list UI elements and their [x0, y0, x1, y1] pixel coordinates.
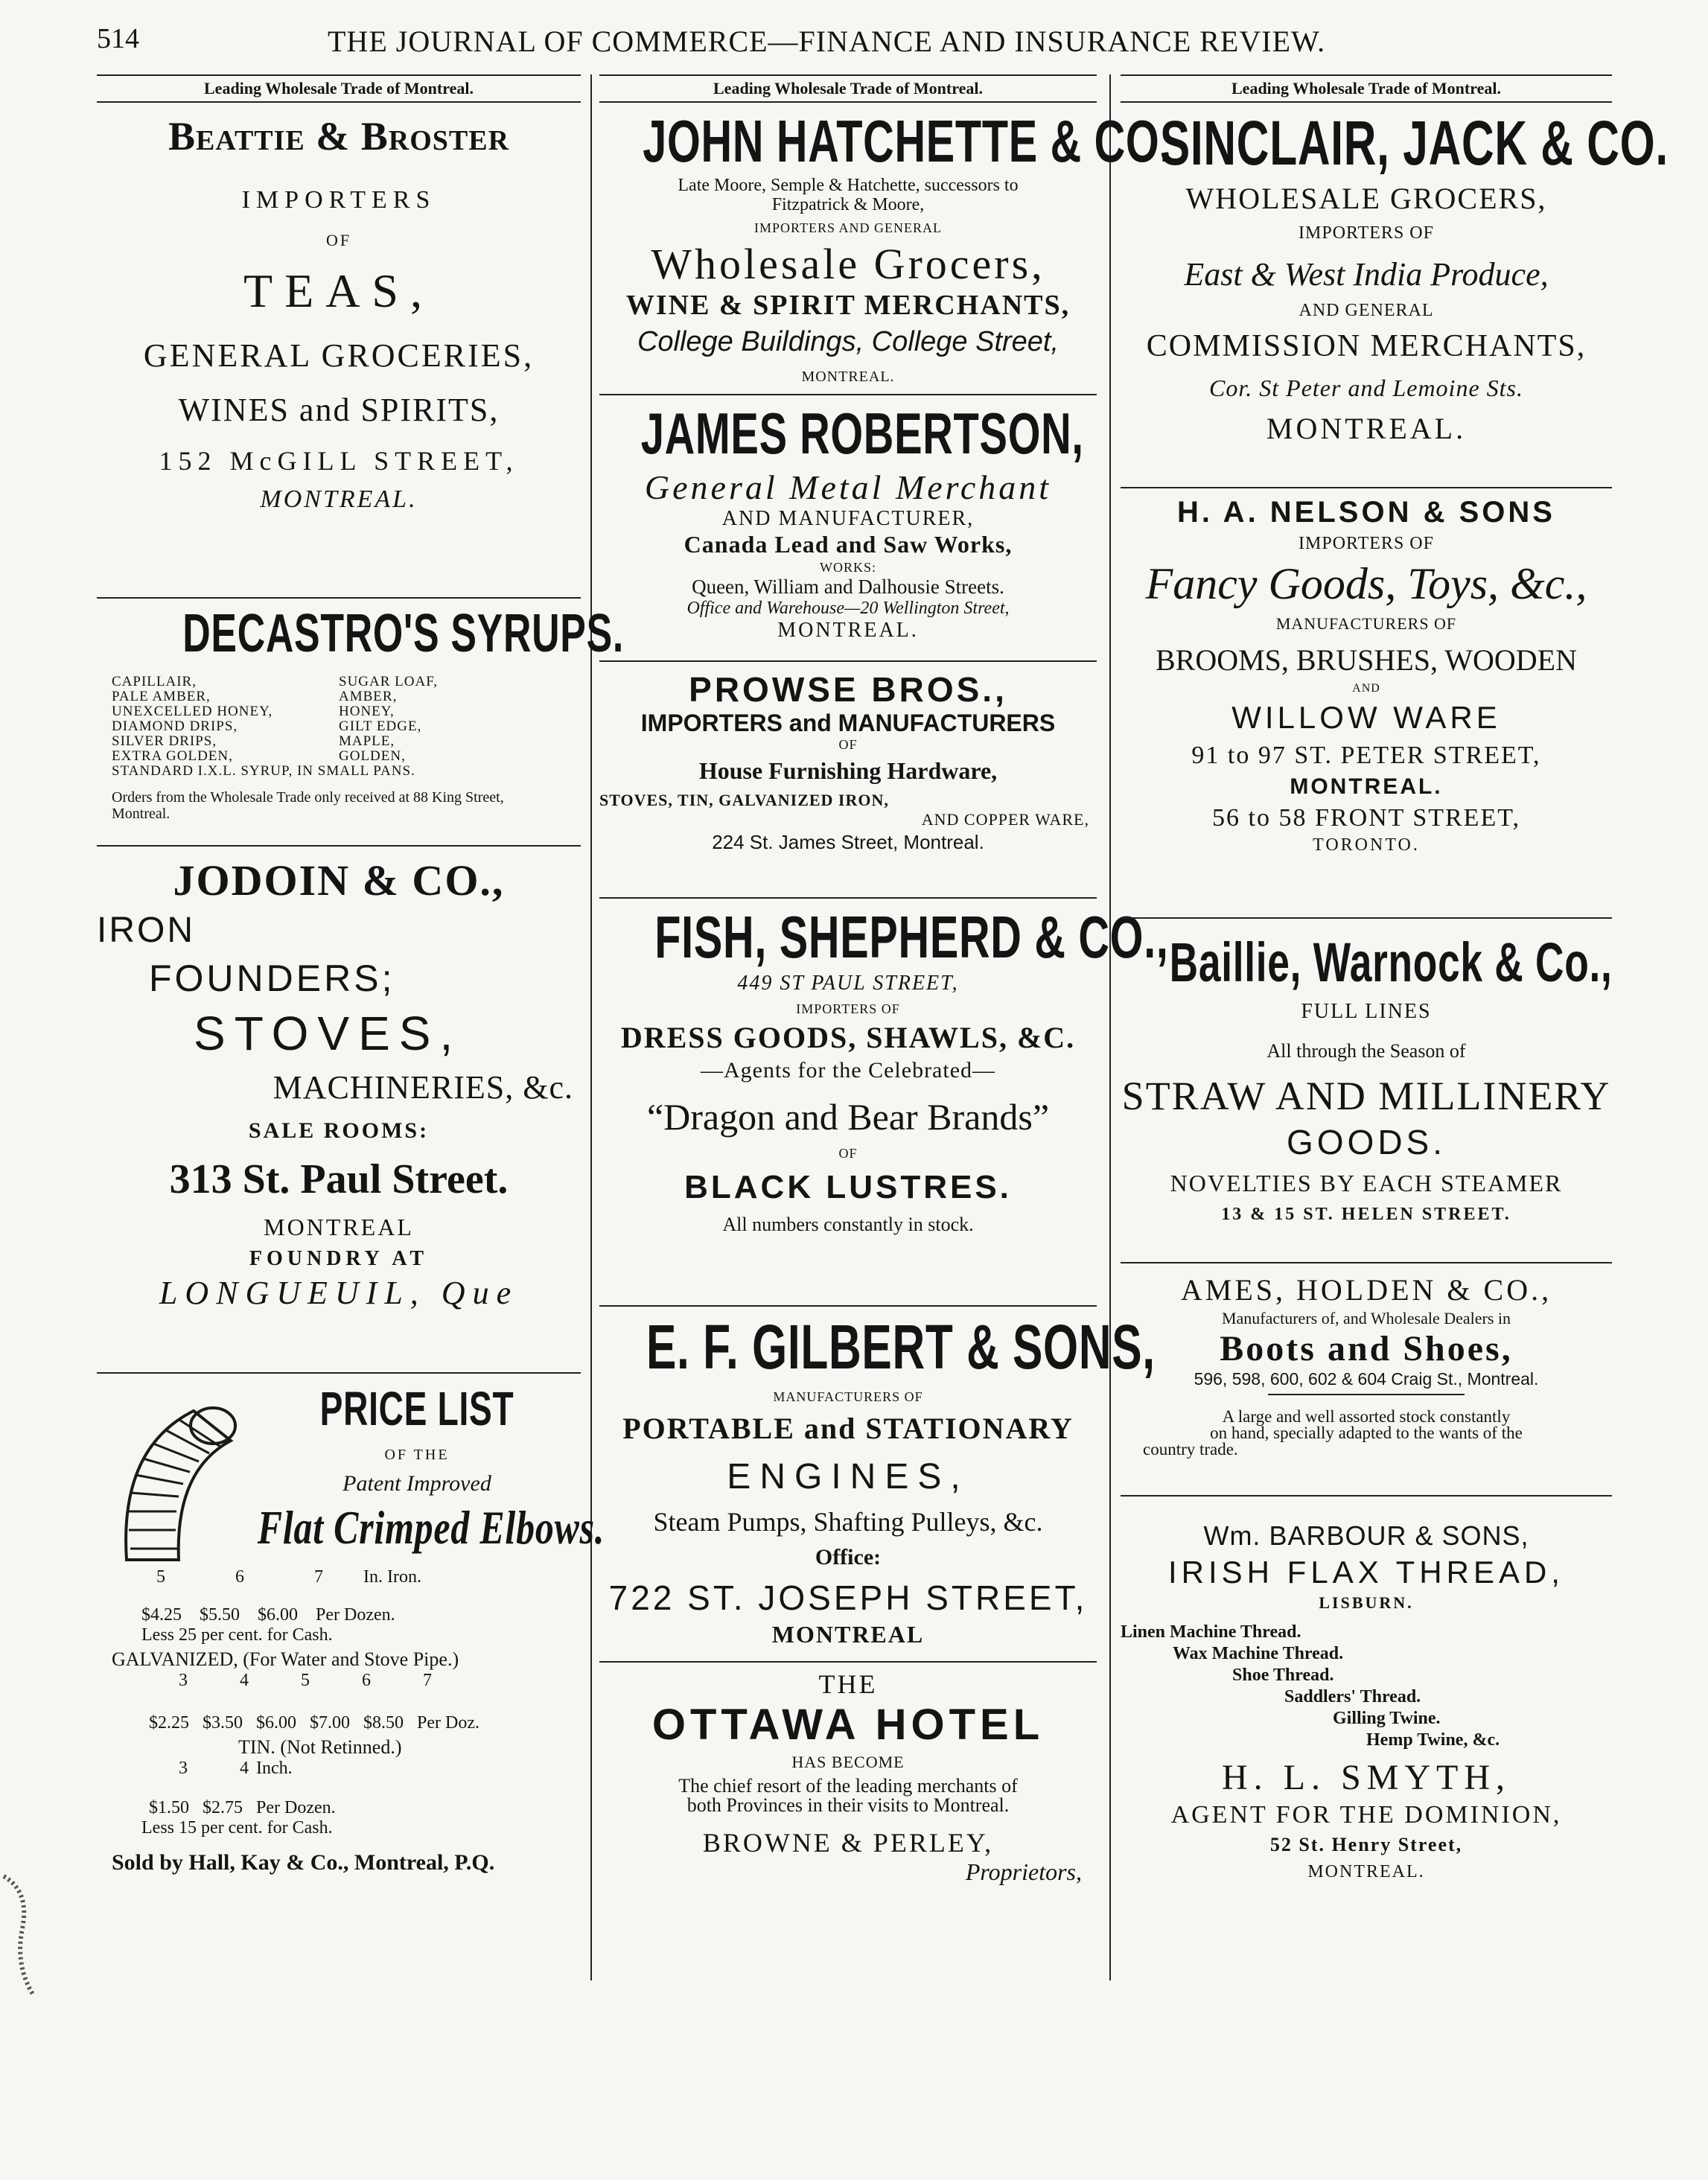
- ad-decastro-syrups: [97, 599, 625, 847]
- ad-line: 224 St. James Street, Montreal.: [712, 831, 984, 853]
- ad-line: 596, 598, 600, 602 & 604 Craig St., Montreal.: [1194, 1369, 1539, 1389]
- column-heading: Leading Wholesale Trade of Montreal.: [97, 74, 581, 103]
- ad-line: PORTABLE and STATIONARY: [622, 1412, 1074, 1445]
- price-cell: $4.25: [141, 1605, 182, 1625]
- ad-line: 152 McGILL STREET,: [159, 446, 519, 476]
- tin-label: TIN. (Not Retinned.): [238, 1736, 402, 1758]
- ad-line: AND COPPER WARE,: [921, 810, 1089, 829]
- ad-line: SALE ROOMS:: [248, 1118, 430, 1143]
- price-cell: $7.00: [310, 1713, 350, 1733]
- ad-ottawa-hotel: [599, 1663, 1097, 1928]
- firm-name: H. A. NELSON & SONS: [1177, 496, 1555, 529]
- ad-line: country trade.: [1143, 1440, 1238, 1459]
- firm-name: Beattie & Broster: [168, 114, 510, 159]
- ad-line: College Buildings, College Street,: [637, 326, 1059, 357]
- ad-line: 52 St. Henry Street,: [1269, 1834, 1463, 1855]
- column-middle: [599, 74, 1173, 1988]
- syrup-item: PALE AMBER,: [112, 689, 211, 704]
- size-cell: 3: [179, 1759, 188, 1778]
- divider: [1268, 1394, 1465, 1395]
- syrup-item: AMBER,: [339, 689, 398, 704]
- ad-line: THE: [818, 1669, 878, 1699]
- ad-line: HAS BECOME: [791, 1753, 905, 1771]
- ad-line: on hand, specially adapted to the wants of the: [1210, 1424, 1523, 1442]
- elbows-heading: Flat Crimped Elbows.: [257, 1501, 605, 1554]
- ad-line: WINE & SPIRIT MERCHANTS,: [625, 290, 1071, 321]
- ad-line: East & West India Produce,: [1184, 256, 1549, 293]
- ad-line: Canada Lead and Saw Works,: [683, 531, 1013, 558]
- price-cell: $2.25: [149, 1713, 189, 1733]
- ad-line: MANUFACTURERS OF: [773, 1389, 923, 1404]
- ad-james-robertson: [599, 395, 1097, 662]
- ad-line: BROOMS, BRUSHES, WOODEN: [1155, 643, 1577, 677]
- size-unit: Inch.: [256, 1759, 293, 1778]
- firm-name: E. F. GILBERT & SONS,: [646, 1312, 1156, 1382]
- ad-line: A large and well assorted stock constantly: [1222, 1407, 1511, 1426]
- ad-line: Queen, William and Dalhousie Streets.: [692, 576, 1004, 598]
- thread-item: Hemp Twine, &c.: [1366, 1730, 1500, 1750]
- ad-line: STRAW AND MILLINERY: [1121, 1074, 1611, 1118]
- price-cell: $5.50: [200, 1605, 240, 1625]
- orders-note: Orders from the Wholesale Trade only received at 88 King Street, Montreal.: [112, 789, 504, 822]
- ad-line: WORKS:: [819, 560, 876, 575]
- ad-line: BROWNE & PERLEY,: [702, 1828, 994, 1858]
- size-cell: 5: [301, 1671, 310, 1690]
- sold-by-line: Sold by Hall, Kay & Co., Montreal, P.Q.: [112, 1850, 495, 1875]
- ad-prowse-bros: [599, 662, 1097, 899]
- ad-jodoin: [97, 847, 581, 1374]
- thread-item: Wax Machine Thread.: [1173, 1644, 1344, 1663]
- price-cell: $1.50: [149, 1798, 189, 1817]
- ad-line: OF: [325, 231, 352, 249]
- ad-line: TEAS,: [243, 264, 434, 317]
- elbow-illustration-block: [97, 1381, 605, 1567]
- ad-line: MONTREAL.: [801, 369, 895, 385]
- ad-line: BLACK LUSTRES.: [684, 1169, 1012, 1205]
- firm-name: SINCLAIR, JACK & CO.: [1159, 108, 1669, 178]
- price-cell: $6.00: [258, 1605, 298, 1625]
- ad-line: FULL LINES: [1301, 1000, 1432, 1023]
- ad-line: IMPORTERS OF: [1298, 223, 1434, 243]
- ad-line: IMPORTERS OF: [1298, 534, 1434, 553]
- ad-line: WILLOW WARE: [1231, 700, 1501, 735]
- ad-line: WHOLESALE GROCERS,: [1185, 182, 1547, 215]
- ad-line: AND: [1352, 682, 1380, 695]
- syrup-item: DIAMOND DRIPS,: [112, 718, 238, 734]
- price-unit: Per Dozen.: [316, 1605, 395, 1625]
- price-unit: Per Doz.: [417, 1713, 479, 1733]
- size-cell: 6: [235, 1567, 244, 1587]
- ad-line: Patent Improved: [342, 1471, 491, 1496]
- size-cell: 7: [314, 1567, 323, 1587]
- page-header: [97, 16, 1578, 61]
- thread-list: [1121, 1622, 1612, 1751]
- ad-line: MONTREAL: [771, 1621, 925, 1648]
- ad-line: Boots and Shoes,: [1220, 1329, 1513, 1368]
- price-cell: $2.75: [203, 1798, 243, 1817]
- galvanized-label: GALVANIZED, (For Water and Stove Pipe.): [112, 1648, 459, 1670]
- ad-line: MONTREAL.: [777, 619, 919, 642]
- discount-note: Less 25 per cent. for Cash.: [141, 1625, 333, 1645]
- firm-name: JOHN HATCHETTE & CO.: [643, 108, 1173, 174]
- price-cell: $6.00: [256, 1713, 296, 1733]
- ad-line: MONTREAL: [264, 1214, 414, 1240]
- ad-line: Fitzpatrick & Moore,: [771, 195, 925, 214]
- firm-name: JAMES ROBERTSON,: [640, 401, 1084, 466]
- ad-line: GOODS.: [1286, 1123, 1447, 1161]
- ad-price-list: [97, 1374, 605, 1954]
- firm-name: AMES, HOLDEN & CO.,: [1180, 1273, 1552, 1307]
- size-cell: 7: [423, 1671, 432, 1690]
- ad-line: AGENT FOR THE DOMINION,: [1170, 1801, 1562, 1829]
- column-right: [1121, 74, 1669, 1988]
- ad-line: 449 ST PAUL STREET,: [737, 972, 959, 995]
- ad-line: Manufacturers of, and Wholesale Dealers in: [1221, 1309, 1511, 1328]
- ad-line: H. L. SMYTH,: [1221, 1758, 1511, 1797]
- ad-line: FOUNDERS;: [149, 957, 395, 999]
- ad-line: MONTREAL.: [1266, 412, 1467, 445]
- ad-line: STOVES,: [194, 1007, 462, 1060]
- syrup-item: MAPLE,: [339, 733, 395, 749]
- ad-line: both Provinces in their visits to Montreal.: [686, 1794, 1010, 1816]
- ad-ames-holden: [1121, 1263, 1612, 1497]
- ad-line: NOVELTIES BY EACH STEAMER: [1170, 1170, 1563, 1196]
- firm-name: FISH, SHEPHERD & CO.,: [654, 904, 1169, 970]
- ad-line: OF: [838, 737, 858, 752]
- ad-line: “Dragon and Bear Brands”: [646, 1096, 1050, 1138]
- syrup-item: GOLDEN,: [339, 748, 406, 764]
- iron-price-table: [97, 1567, 581, 1875]
- ad-line: MONTREAL.: [1290, 774, 1443, 799]
- column-left: [97, 74, 625, 1988]
- syrup-item: EXTRA GOLDEN,: [112, 748, 233, 764]
- column-divider: [590, 74, 592, 1980]
- ad-line: All through the Season of: [1266, 1040, 1466, 1062]
- thread-item: Shoe Thread.: [1232, 1666, 1334, 1685]
- ad-line: IRISH FLAX THREAD,: [1168, 1555, 1564, 1590]
- page-number: 514: [97, 23, 139, 54]
- ad-line: IRON: [97, 911, 195, 950]
- size-cell: 6: [362, 1671, 371, 1690]
- ad-line: DRESS GOODS, SHAWLS, &C.: [620, 1021, 1076, 1054]
- syrup-item: HONEY,: [339, 704, 395, 719]
- ad-line: MONTREAL.: [1307, 1862, 1425, 1881]
- ad-line: Office and Warehouse—20 Wellington Street,: [686, 599, 1010, 618]
- ad-line: IMPORTERS: [241, 186, 436, 214]
- ad-line: MONTREAL.: [260, 485, 418, 513]
- syrup-item: CAPILLAIR,: [112, 674, 197, 689]
- ad-line: Steam Pumps, Shafting Pulleys, &c.: [653, 1507, 1043, 1537]
- ad-line: FOUNDRY AT: [249, 1247, 429, 1270]
- ad-line: 56 to 58 FRONT STREET,: [1212, 804, 1520, 832]
- price-cell: $8.50: [363, 1713, 404, 1733]
- thread-item: Saddlers' Thread.: [1284, 1687, 1421, 1706]
- ad-line: IMPORTERS OF: [796, 1001, 900, 1016]
- page-smudge-mark: [0, 1861, 52, 2010]
- ad-baillie-warnock: [1121, 919, 1612, 1263]
- ad-sinclair-jack: [1121, 103, 1669, 488]
- ad-beattie-broster: [97, 103, 581, 599]
- size-unit: In. Iron.: [363, 1567, 421, 1587]
- journal-title: THE JOURNAL OF COMMERCE—FINANCE AND INSURANCE REVIEW.: [328, 25, 1326, 58]
- ad-line: 313 St. Paul Street.: [169, 1156, 509, 1202]
- ad-line: House Furnishing Hardware,: [698, 757, 998, 784]
- size-cell: 4: [240, 1759, 249, 1778]
- size-cell: 5: [156, 1567, 165, 1587]
- firm-name: JODOIN & CO.,: [173, 856, 505, 905]
- syrup-item: SILVER DRIPS,: [112, 733, 217, 749]
- ad-line: 13 & 15 ST. HELEN STREET.: [1221, 1205, 1511, 1224]
- ad-line: OF THE: [384, 1447, 450, 1463]
- ad-line: COMMISSION MERCHANTS,: [1146, 329, 1587, 363]
- thread-item: Linen Machine Thread.: [1121, 1622, 1301, 1642]
- syrup-item: SUGAR LOAF,: [339, 674, 438, 689]
- ad-line: Cor. St Peter and Lemoine Sts.: [1209, 375, 1523, 401]
- ad-john-hatchette: [599, 103, 1173, 395]
- price-cell: $3.50: [203, 1713, 243, 1733]
- ad-line: IMPORTERS AND GENERAL: [754, 220, 942, 235]
- ad-line: 722 ST. JOSEPH STREET,: [608, 1578, 1088, 1617]
- ad-wm-barbour: [1121, 1497, 1612, 1881]
- syrup-item: UNEXCELLED HONEY,: [112, 704, 273, 719]
- ad-line: OF: [838, 1146, 858, 1161]
- ad-ef-gilbert: [599, 1307, 1156, 1663]
- ad-line: General Metal Merchant: [644, 468, 1052, 506]
- firm-name: OTTAWA HOTEL: [651, 1701, 1045, 1749]
- ad-line: Office:: [815, 1545, 882, 1569]
- thread-item: Gilling Twine.: [1333, 1709, 1441, 1728]
- ad-line: LONGUEUIL, Que: [159, 1275, 519, 1311]
- price-unit: Per Dozen.: [256, 1798, 336, 1817]
- size-cell: 4: [240, 1671, 249, 1690]
- ad-fish-shepherd: [599, 899, 1169, 1307]
- ad-line: WINES and SPIRITS,: [178, 392, 500, 428]
- column-divider: [1109, 74, 1111, 1980]
- firm-name: PROWSE BROS.,: [689, 670, 1007, 709]
- firm-name: Wm. BARBOUR & SONS,: [1203, 1520, 1529, 1551]
- ad-line: TORONTO.: [1313, 835, 1420, 855]
- firm-name: Baillie, Warnock & Co.,: [1169, 931, 1613, 993]
- ad-line: Late Moore, Semple & Hatchette, successors to: [678, 176, 1019, 195]
- ad-ha-nelson: [1121, 488, 1612, 919]
- ad-line: STOVES, TIN, GALVANIZED IRON,: [599, 791, 889, 809]
- ad-line: Fancy Goods, Toys, &c.,: [1145, 559, 1587, 608]
- ad-line: 91 to 97 ST. PETER STREET,: [1191, 742, 1541, 769]
- syrup-list: [97, 675, 581, 779]
- syrup-item: STANDARD I.X.L. SYRUP, IN SMALL PANS.: [112, 763, 415, 779]
- ad-line: Proprietors,: [965, 1858, 1082, 1885]
- ad-line: The chief resort of the leading merchants of: [678, 1775, 1018, 1797]
- ad-line: ENGINES,: [727, 1457, 969, 1497]
- ad-line: AND MANUFACTURER,: [721, 507, 975, 530]
- firm-name: DECASTRO'S SYRUPS.: [182, 604, 625, 663]
- ad-line: MANUFACTURERS OF: [1275, 614, 1457, 633]
- ad-line: All numbers constantly in stock.: [722, 1214, 974, 1235]
- ad-line: Wholesale Grocers,: [651, 240, 1045, 288]
- ad-line: AND GENERAL: [1298, 301, 1434, 320]
- discount-note: Less 15 per cent. for Cash.: [141, 1818, 333, 1838]
- column-heading: Leading Wholesale Trade of Montreal.: [1121, 74, 1612, 103]
- size-cell: 3: [179, 1671, 188, 1690]
- ad-line: —Agents for the Celebrated—: [700, 1058, 996, 1083]
- ad-line: GENERAL GROCERIES,: [143, 337, 535, 374]
- price-list-title: PRICE LIST: [319, 1382, 514, 1435]
- ad-line: MACHINERIES, &c.: [273, 1069, 573, 1106]
- ad-line: LISBURN.: [1319, 1593, 1414, 1612]
- column-heading: Leading Wholesale Trade of Montreal.: [599, 74, 1097, 103]
- syrup-item: GILT EDGE,: [339, 718, 422, 734]
- ad-line: IMPORTERS and MANUFACTURERS: [640, 710, 1056, 736]
